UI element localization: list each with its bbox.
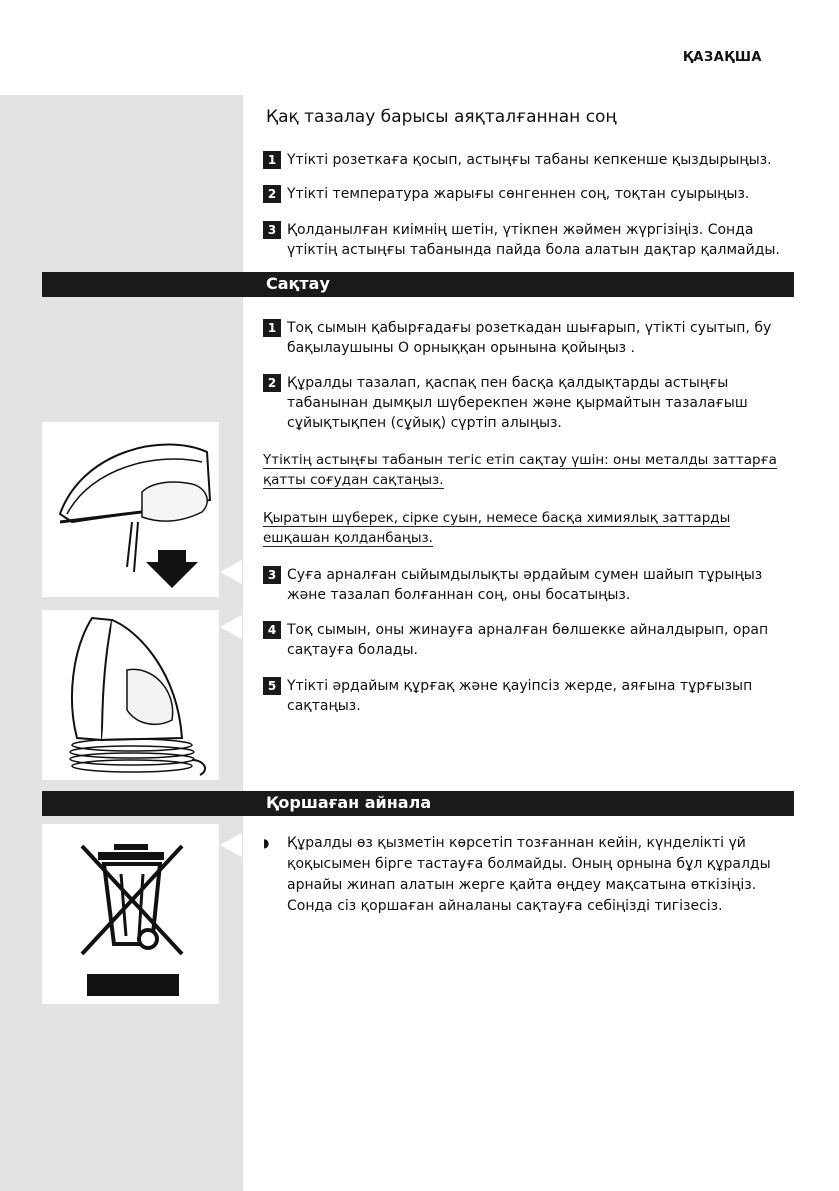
pointer-triangle: [220, 833, 242, 857]
step-text: Үтікті розеткаға қосып, астыңғы табаны кепкенше қыздырыңыз.: [287, 152, 772, 168]
step-number: 3: [263, 221, 281, 239]
step-number: 1: [263, 151, 281, 169]
section-title-environment: Қоршаған айнала: [266, 793, 432, 812]
list-item: [263, 150, 803, 170]
step-text: Үтікті температура жарығы сөнгеннен соң, тоқтан суырыңыз.: [287, 186, 750, 202]
step-number: 1: [263, 319, 281, 337]
step-number: 4: [263, 621, 281, 639]
list-item: [263, 620, 803, 660]
list-item: [263, 833, 803, 917]
bullet-icon: ◗: [263, 836, 270, 850]
illustration-cord-storage: [42, 610, 219, 780]
list-item: [263, 565, 803, 605]
list-item: [263, 373, 803, 433]
list-item: [263, 220, 803, 260]
illustration-recycle: [42, 824, 219, 1004]
iron-upright-icon: [42, 610, 219, 780]
step-number: 2: [263, 374, 281, 392]
step-number: 3: [263, 566, 281, 584]
pointer-triangle: [220, 560, 242, 584]
step-number: 5: [263, 677, 281, 695]
illustration-unplug: [42, 422, 219, 597]
note-warning: [263, 450, 793, 490]
step-text: Тоқ сымын қабырғадағы розеткадан шығарып, үтікті суытып, бу бақылаушыны О орныққан орынына қойыңыз .: [287, 320, 772, 356]
section-bar-environment: [42, 791, 794, 816]
list-item: [263, 676, 803, 716]
section-bar-storage: [42, 272, 794, 297]
step-text: Құралды тазалап, қаспақ пен басқа қалдықтарды астыңғы табанынан дымқыл шүберекпен және қырмайтын тазалағыш сұйықтықпен (сұйық) сүртіп алыңыз.: [287, 375, 748, 431]
section-title-after-descale: Қақ тазалау барысы аяқталғаннан соң: [266, 107, 617, 127]
pointer-triangle: [220, 615, 242, 639]
list-item: [263, 318, 803, 358]
step-text: Үтікті әрдайым құрғақ және қауіпсіз жерде, аяғына тұрғызып сақтаңыз.: [287, 678, 753, 714]
section-title-storage: Сақтау: [266, 274, 330, 293]
step-text: Қолданылған киімнің шетін, үтікпен жәймен жүргізіңіз. Сонда үтіктің астыңғы табанында пайда бола алатын дақтар қалмайды.: [287, 222, 780, 258]
note-warning: [263, 508, 793, 548]
crossed-bin-icon: [42, 824, 219, 1004]
note-text: Қыратын шүберек, сірке суын, немесе басқа химиялық заттарды ешқашан қолданбаңыз.: [263, 510, 731, 546]
language-label: ҚАЗАҚША: [682, 50, 762, 65]
step-text: Суға арналған сыйымдылықты әрдайым сумен шайып тұрыңыз және тазалап болғаннан соң, оны босатыңыз.: [287, 567, 763, 603]
environment-text: Құралды өз қызметін көрсетіп тозғаннан кейін, күнделікті үй қоқысымен бірге тастауға болмайды. Оның орнына бұл құралды арнайы жинап алатын жерге қайта өңдеу мақсатына өткізіңіз. Сонда сіз қоршаған айналаны сақтауға себіңізді тигізесіз.: [287, 835, 771, 914]
list-item: [263, 184, 803, 204]
step-text: Тоқ сымын, оны жинауға арналған бөлшекке айналдырып, орап сақтауға болады.: [287, 622, 769, 658]
step-number: 2: [263, 185, 281, 203]
iron-unplug-icon: [42, 422, 219, 597]
note-text: Үтіктің астыңғы табанын тегіс етіп сақтау үшін: оны металды заттарға қатты соғудан сақтаңыз.: [263, 452, 777, 488]
